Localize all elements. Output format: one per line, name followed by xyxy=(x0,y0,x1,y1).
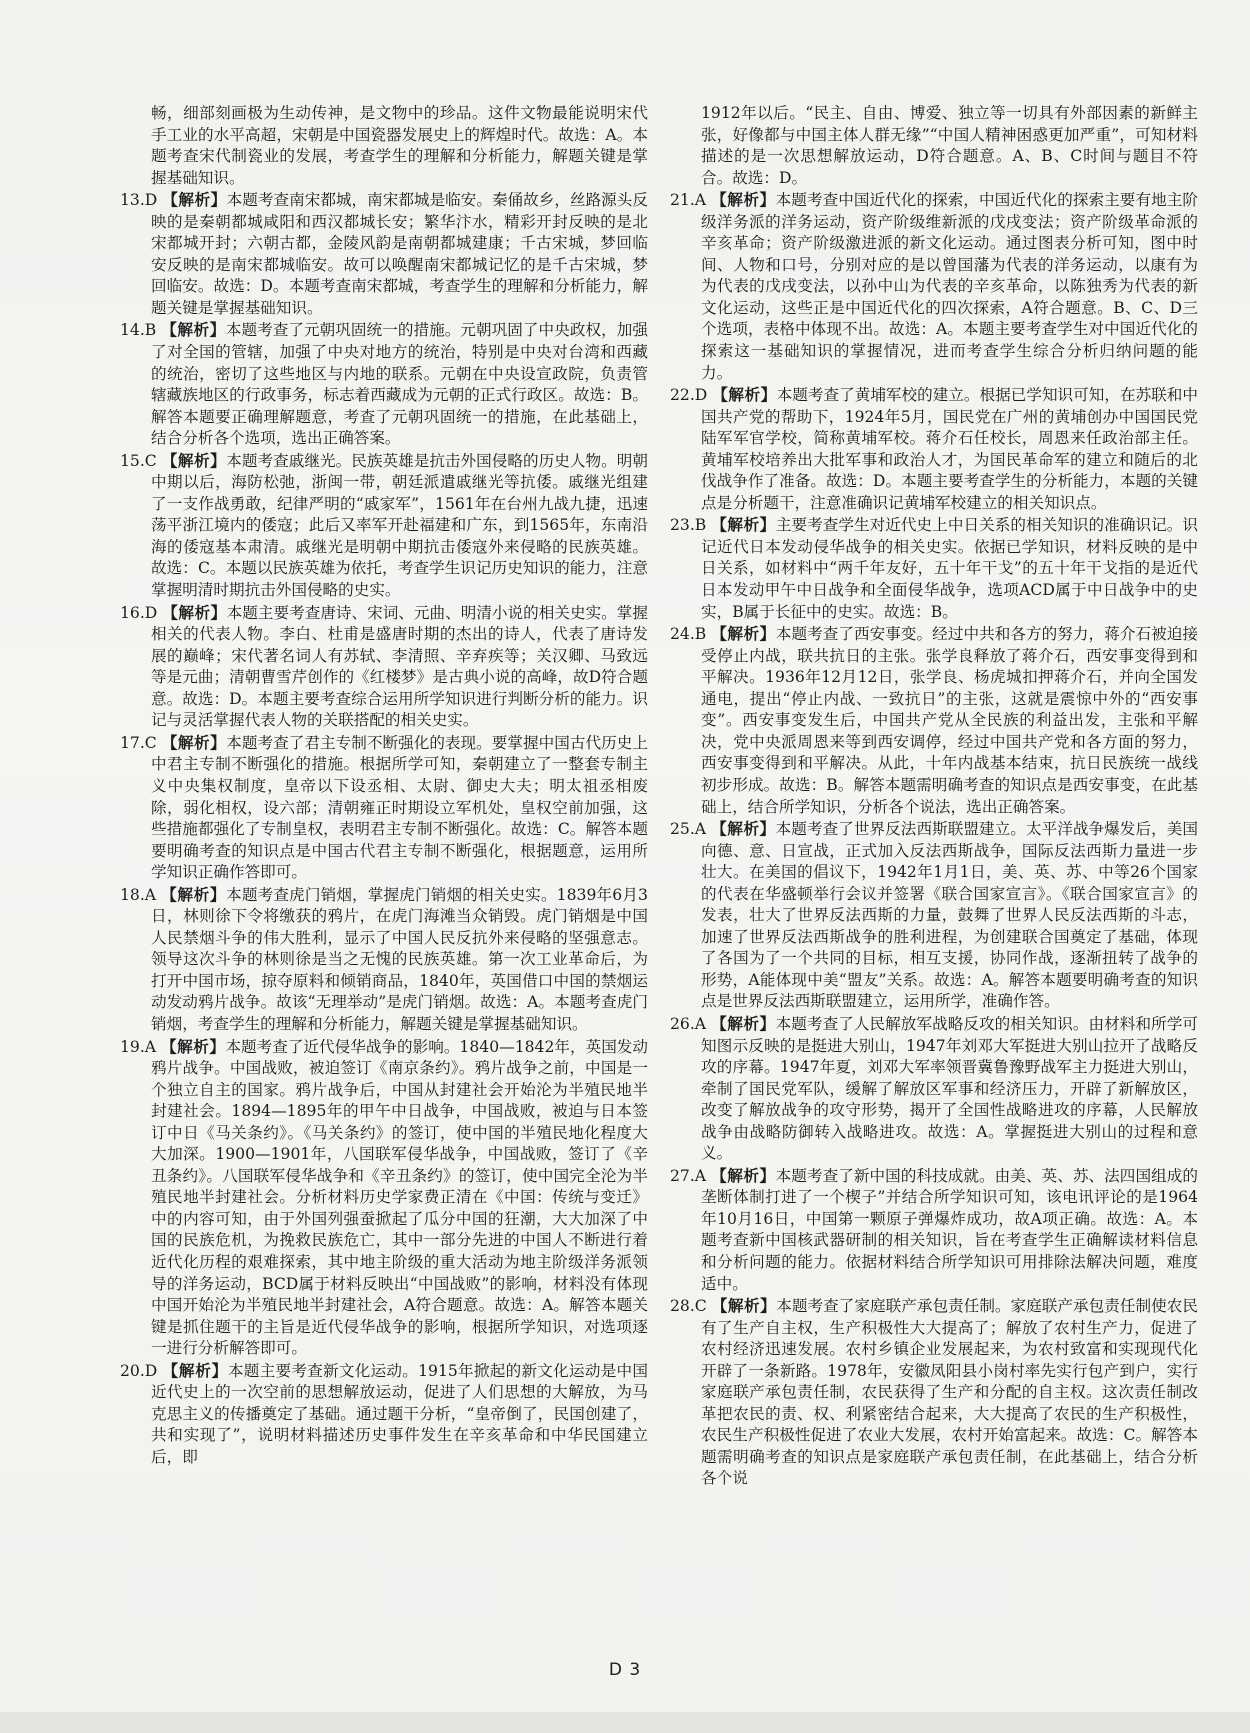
analysis-tag: 【解析】 xyxy=(711,190,776,210)
answer-item-14 xyxy=(120,319,648,449)
answer-item-24 xyxy=(670,623,1198,818)
answer-item-27 xyxy=(670,1165,1198,1295)
answer-number: 14.B xyxy=(120,321,157,340)
answer-text: 本题主要考查新文化运动。1915年掀起的新文化运动是中国近代史上的一次空前的思想解放运动，促进了人们思想的大解放，为马克思主义的传播奠定了基础。通过题干分析，“皇帝倒了，民国创建了，共和实现了”，说明材料描述历史事件发生在辛亥革命和中华民国建立后，即 xyxy=(151,1361,648,1466)
answer-item-21 xyxy=(670,189,1198,384)
answer-text: 本题考查了西安事变。经过中共和各方的努力，蒋介石被迫接受停止内战，联共抗日的主张。张学良释放了蒋介石，西安事变得到和平解决。1936年12月12日，张学良、杨虎城扣押蒋介石，并向全国发通电，提出“停止内战、一致抗日”的主张，这就是震惊中外的“西安事变”。西安事变发生后，中国共产党从全民族的利益出发，主张和平解决，党中央派周恩来等到西安调停，经过中国共产党和各方面的努力，西安事变得到和平解决。从此，十年内战基本结束，抗日民族统一战线初步形成。故选：B。解答本题需明确考查的知识点是西安事变，在此基础上，结合所学知识，分析各个说法，选出正确答案。 xyxy=(701,625,1198,816)
analysis-tag: 【解析】 xyxy=(711,819,776,839)
analysis-tag: 【解析】 xyxy=(711,515,776,535)
answer-text: 本题考查南宋都城，南宋都城是临安。秦俑故乡，丝路源头反映的是秦朝都城咸阳和西汉都城长安；繁华汴水，精彩开封反映的是北宋都城开封；六朝古都，金陵风韵是南朝都城建康；千古宋城，梦回临安反映的是南宋都城临安。故可以唤醒南宋都城记忆的是千古宋城，梦回临安。故选：D。本题考查南宋都城，考查学生的理解和分析能力，解题关键是掌握基础知识。 xyxy=(151,191,648,317)
answer-item-22 xyxy=(670,384,1198,514)
answer-number: 26.A xyxy=(670,1014,707,1033)
answer-number: 21.A xyxy=(670,191,707,210)
continued-answer-12: 畅，细部刻画极为生动传神，是文物中的珍品。这件文物最能说明宋代手工业的水平高超，宋朝是中国瓷器发展史上的辉煌时代。故选：A。本题考查宋代制瓷业的发展，考查学生的理解和分析能力，解题关键是掌握基础知识。 xyxy=(151,104,648,187)
answer-item-15 xyxy=(120,450,648,602)
answer-number: 17.C xyxy=(120,733,157,752)
answer-item-25 xyxy=(670,818,1198,1013)
answer-text: 本题考查了世界反法西斯联盟建立。太平洋战争爆发后，美国向德、意、日宣战，正式加入反法西斯战争，国际反法西斯力量进一步壮大。在美国的倡议下，1942年1月1日，美、英、苏、中等26个国家的代表在华盛顿举行会议并签署《联合国家宣言》。《联合国家宣言》的发表，壮大了世界反法西斯的力量，鼓舞了世界人民反法西斯的斗志，加速了世界反法西斯战争的胜利进程，为创建联合国奠定了基础，体现了各国为了一个共同的目标，相互支援，协同作战，逐渐扭转了战争的形势，A能体现中美“盟友”关系。故选：A。解答本题要明确考查的知识点是世界反法西斯联盟建立，运用所学，准确作答。 xyxy=(701,820,1198,1011)
answer-item-13 xyxy=(120,189,648,319)
answer-item-19 xyxy=(120,1036,648,1360)
answer-number: 28.C xyxy=(670,1297,707,1316)
answer-text: 本题考查戚继光。民族英雄是抗击外国侵略的历史人物。明朝中期以后，海防松弛，浙闽一带，朝廷派遣戚继光等抗倭。戚继光组建了一支作战勇敢，纪律严明的“戚家军”，1561年在台州九战九捷，迅速荡平浙江境内的倭寇；此后又率军开赴福建和广东，到1565年，东南沿海的倭寇基本肃清。戚继光是明朝中期抗击倭寇外来侵略的民族英雄。故选：C。本题以民族英雄为依托，考查学生识记历史知识的能力，注意掌握明清时期抗击外国侵略的史实。 xyxy=(151,451,648,600)
answer-number: 16.D xyxy=(120,603,158,622)
analysis-tag: 【解析】 xyxy=(162,190,227,210)
answer-number: 25.A xyxy=(670,820,707,839)
analysis-tag: 【解析】 xyxy=(161,1036,226,1056)
answer-number: 19.A xyxy=(120,1037,157,1056)
answer-number: 20.D xyxy=(120,1361,158,1380)
answer-item-16 xyxy=(120,602,648,732)
analysis-tag: 【解析】 xyxy=(161,450,227,470)
answer-number: 22.D xyxy=(670,386,708,405)
answer-text: 本题考查了君主专制不断强化的表现。要掌握中国古代历史上中君主专制不断强化的措施。根据所学可知，秦朝建立了一整套专制主义中央集权制度，皇帝以下设丞相、太尉、御史大夫；明太祖丞相废除，弱化相权，设六部；清朝雍正时期设立军机处，皇权空前加强，这些措施都强化了专制皇权，表明君主专制不断强化。故选：C。解答本题要明确考查的知识点是中国古代君主专制不断强化，根据题意，运用所学知识正确作答即可。 xyxy=(151,733,648,882)
analysis-tag: 【解析】 xyxy=(161,320,226,340)
answer-text: 本题主要考查唐诗、宋词、元曲、明清小说的相关史实。掌握相关的代表人物。李白、杜甫是盛唐时期的杰出的诗人，代表了唐诗发展的巅峰；宋代著名词人有苏轼、李清照、辛弃疾等；关汉卿、马致远等是元曲；清朝曹雪芹创作的《红楼梦》是古典小说的高峰，故D符合题意。故选：D。本题主要考查综合运用所学知识进行判断分析的能力。识记与灵活掌握代表人物的关联搭配的相关史实。 xyxy=(151,603,648,730)
answer-text: 本题考查中国近代化的探索，中国近代化的探索主要有地主阶级洋务派的洋务运动，资产阶级维新派的戊戌变法；资产阶级革命派的辛亥革命；资产阶级激进派的新文化运动。通过图表分析可知，图中时间、人物和口号，分别对应的是以曾国藩为代表的洋务运动，以康有为为代表的戊戌变法，以孙中山为代表的辛亥革命，以陈独秀为代表的新文化运动，这些正是中国近代化的四次探索，A符合题意。B、C、D三个选项，表格中体现不出。故选：A。本题主要考查学生对中国近代化的探索这一基础知识的掌握情况，进而考查学生综合分析归纳问题的能力。 xyxy=(701,191,1198,382)
answer-text: 本题考查了人民解放军战略反攻的相关知识。由材料和所学可知图示反映的是挺进大别山，1947年刘邓大军挺进大别山拉开了战略反攻的序幕。1947年夏，刘邓大军率领晋冀鲁豫野战军主力挺进大别山，牵制了国民党军队，缓解了解放区军事和经济压力，开辟了新解放区，改变了解放战争的攻守形势，揭开了全国性战略进攻的序幕，人民解放战争由战略防御转入战略进攻。故选：A。掌握挺进大别山的过程和意义。 xyxy=(701,1014,1198,1163)
analysis-tag: 【解析】 xyxy=(711,1296,777,1316)
scan-edge xyxy=(0,1712,1250,1733)
answer-number: 24.B xyxy=(670,625,707,644)
answer-text: 本题考查了近代侵华战争的影响。1840—1842年，英国发动鸦片战争。中国战败，被迫签订《南京条约》。鸦片战争之前，中国是一个独立自主的国家。鸦片战争后，中国从封建社会开始沦为半殖民地半封建社会。1894—1895年的甲午中日战争，中国战败，被迫与日本签订中日《马关条约》。《马关条约》的签订，使中国的半殖民地化程度大大加深。1900—1901年，八国联军侵华战争，中国战败，签订了《辛丑条约》。八国联军侵华战争和《辛丑条约》的签订，使中国完全沦为半殖民地半封建社会。分析材料历史学家费正清在《中国：传统与变迁》中的内容可知，由于外国列强蚕掀起了瓜分中国的狂潮，大大加深了中国的民族危机，为挽救民族危亡，其中一部分先进的中国人不断进行着近代化历程的艰难探索，其中地主阶级的重大活动为地主阶级洋务派领导的洋务运动，BCD属于材料反映出“中国战败”的影响，材料没有体现中国开始沦为半殖民地半封建社会，A符合题意。故选：A。解答本题关键是抓住题干的主旨是近代侵华战争的影响，根据所学知识，对选项逐一进行分析解答即可。 xyxy=(151,1037,648,1358)
answer-item-28 xyxy=(670,1295,1198,1490)
continued-answer-20: 1912年以后。“民主、自由、博爱、独立等一切具有外部因素的新鲜主张，好像都与中国主体人群无缘”“中国人精神困惑更加严重”，可知材料描述的是一次思想解放运动，D符合题意。A、B、C时间与题目不符合。故选：D。 xyxy=(701,104,1198,187)
answer-text: 主要考查学生对近代史上中日关系的相关知识的准确识记。识记近代日本发动侵华战争的相关史实。依据已学知识，材料反映的是中日关系，如材料中“两千年友好，五十年干戈”的五十年干戈指的是近代日本发动甲午中日战争和全面侵华战争，选项ACD属于中日战争中的史实，B属于长征中的史实。故选：B。 xyxy=(701,516,1198,621)
answer-number: 23.B xyxy=(670,516,707,535)
right-column xyxy=(670,103,1198,1490)
answer-item-20 xyxy=(120,1360,648,1469)
analysis-tag: 【解析】 xyxy=(712,385,777,405)
answer-text: 本题考查虎门销烟，掌握虎门销烟的相关史实。1839年6月3日，林则徐下令将缴获的鸦片，在虎门海滩当众销毁。虎门销烟是中国人民禁烟斗争的伟大胜利，显示了中国人民反抗外来侵略的坚强意志。领导这次斗争的林则徐是当之无愧的民族英雄。第一次工业革命后，为打开中国市场，掠夺原料和倾销商品，1840年，英国借口中国的禁烟运动发动鸦片战争。故该“无理举动”是虎门销烟。故选：A。本题考查虎门销烟，考查学生的理解和分析能力，解题关键是掌握基础知识。 xyxy=(151,885,648,1033)
answer-number: 18.A xyxy=(120,885,157,904)
answer-item-23 xyxy=(670,514,1198,623)
left-column xyxy=(120,103,648,1468)
answer-text: 本题考查了新中国的科技成就。由美、英、苏、法四国组成的垄断体制打进了一个楔子”并结合所学知识可知，该电讯评论的是1964年10月16日，中国第一颗原子弹爆炸成功，故A项正确。故选：A。本题考查新中国核武器研制的相关知识，旨在考查学生正确解读材料信息和分析问题的能力。依据材料结合所学知识可用排除法解决问题，难度适中。 xyxy=(701,1166,1198,1293)
answer-number: 27.A xyxy=(670,1166,707,1185)
analysis-tag: 【解析】 xyxy=(162,1360,228,1380)
analysis-tag: 【解析】 xyxy=(711,624,776,644)
answer-item-18 xyxy=(120,884,648,1036)
answer-number: 13.D xyxy=(120,191,158,210)
answer-item-26 xyxy=(670,1013,1198,1165)
analysis-tag: 【解析】 xyxy=(162,602,227,622)
analysis-tag: 【解析】 xyxy=(711,1165,776,1185)
analysis-tag: 【解析】 xyxy=(161,884,227,904)
page-number: D 3 xyxy=(608,1660,642,1680)
analysis-tag: 【解析】 xyxy=(711,1013,776,1033)
analysis-tag: 【解析】 xyxy=(161,732,227,752)
answer-text: 本题考查了元朝巩固统一的措施。元朝巩固了中央政权，加强了对全国的管辖，加强了中央对地方的统治，特别是中央对台湾和西藏的统治，密切了这些地区与内地的联系。元朝在中央设宣政院，负责管辖藏族地区的行政事务，标志着西藏成为元朝的正式行政区。故选：B。解答本题要正确理解题意，考查了元朝巩固统一的措施，在此基础上，结合分析各个选项，选出正确答案。 xyxy=(151,321,648,448)
answer-item-17 xyxy=(120,732,648,884)
answer-number: 15.C xyxy=(120,451,157,470)
answer-text: 本题考查了家庭联产承包责任制。家庭联产承包责任制使农民有了生产自主权，生产积极性大大提高了；解放了农村生产力，促进了农村经济迅速发展。农村乡镇企业发展起来，为农村致富和实现现代化开辟了一条新路。1978年，安徽凤阳县小岗村率先实行包产到户，实行家庭联产承包责任制，农民获得了生产和分配的自主权。这次责任制改革把农民的责、权、利紧密结合起来，大大提高了农民的生产积极性，农民生产积极性促进了农业大发展，农村开始富起来。故选：C。解答本题需明确考查的知识点是家庭联产承包责任制，在此基础上，结合分析各个说 xyxy=(701,1297,1198,1488)
answer-text: 本题考查了黄埔军校的建立。根据已学知识可知，在苏联和中国共产党的帮助下，1924年5月，国民党在广州的黄埔创办中国国民党陆军军官学校，简称黄埔军校。蒋介石任校长，周恩来任政治部主任。黄埔军校培养出大批军事和政治人才，为国民革命军的建立和随后的北伐战争作了准备。故选：D。本题主要考查学生的分析能力，本题的关键点是分析题干，注意准确识记黄埔军校建立的相关知识点。 xyxy=(701,386,1198,512)
